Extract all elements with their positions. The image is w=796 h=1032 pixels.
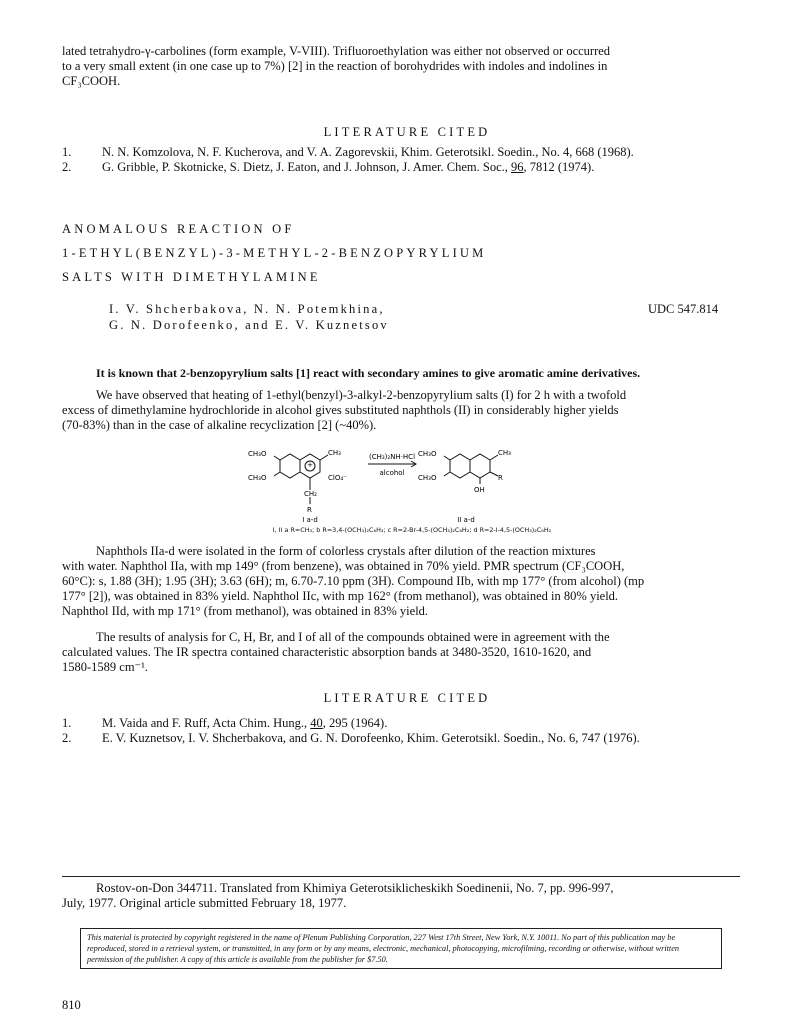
reference-volume: 96 (511, 160, 524, 174)
methoxy-label: CH₃O (418, 450, 437, 458)
scheme-caption: I, II a R=CH₃; b R=3,4-(OCH₃)₂C₆H₃; c R=2-Br-4,5-(OCH₃)₂C₆H₂; d R=2-I-4,5-(OCH₃)₂C₆H₂ (272, 526, 552, 534)
reaction-scheme (240, 442, 560, 522)
paragraph-line: calculated values. The IR spectra contained characteristic absorption bands at 3480-3520, 1610-1620, and (62, 645, 592, 659)
intro-text (62, 44, 762, 89)
methoxy-label: CH₃O (248, 474, 267, 482)
abstract: It is known that 2-benzopyrylium salts [1] react with secondary amines to give aromatic amine derivatives. (96, 366, 641, 380)
reference-volume: 40 (310, 716, 323, 730)
paragraph (62, 544, 762, 619)
compound-label: II a-d (457, 516, 475, 522)
benzene-ring (470, 454, 490, 478)
reference-number: 2. (62, 160, 72, 174)
intro-line: CF₃COOH. (62, 74, 121, 88)
methylene-label: CH₂ (304, 490, 317, 498)
reference-text: G. Gribble, P. Skotnicke, S. Dietz, J. Eaton, and J. Johnson, J. Amer. Chem. Soc., (102, 160, 512, 174)
methoxy-label: CH₃O (248, 450, 267, 458)
reference-item (62, 731, 752, 746)
methyl-label: CH₃ (498, 449, 511, 457)
footnote-line: Rostov-on-Don 344711. Translated from Khimiya Geterotsiklicheskikh Soedinenii, No. 7, pp. 996-997, (96, 881, 614, 895)
perchlorate-label: ClO₄⁻ (328, 474, 347, 482)
solvent-label: alcohol (379, 469, 405, 477)
footnote-line: July, 1977. Original article submitted February 18, 1977. (62, 896, 347, 910)
reference-number: 1. (62, 716, 72, 730)
authors-line: G. N. Dorofeenko, and E. V. Kuznetsov (109, 318, 389, 332)
reference-text: E. V. Kuznetsov, I. V. Shcherbakova, and G. N. Dorofeenko, Khim. Geterotsikl. Soedin., No. 6, 747 (1976). (102, 731, 640, 745)
paragraph-line: 60°C): s, 1.88 (3H); 1.95 (3H); 3.63 (6H); m, 6.70-7.10 ppm (3H). Compound IIb, with mp 177° (from alcohol) (mp (62, 574, 645, 588)
article-title-line: ANOMALOUS REACTION OF (62, 222, 295, 236)
methoxy-label: CH₃O (418, 474, 437, 482)
intro-line: to a very small extent (in one case up to 7%) [2] in the reaction of borohydrides with indoles and indolines in (62, 59, 608, 73)
literature-heading: LITERATURE CITED (323, 125, 491, 139)
r-group-label: R (307, 506, 312, 514)
plus-sign: + (307, 461, 313, 469)
literature-heading: LITERATURE CITED (323, 691, 491, 705)
hydroxyl-label: OH (474, 486, 485, 494)
reference-number: 2. (62, 731, 72, 745)
copyright-notice: This material is protected by copyright registered in the name of Plenum Publishing Corporation, 227 West 17th Street, New York, N.Y. 10011. No part of this publication may be reproduced, stored in a retrieval system, or transmitted, in any form or by any means, electronic, mechanical, photocopying, microfilming, recording or otherwise, without written permission of the publisher. A copy of this article is available from the publisher for $7.50. (80, 928, 722, 969)
reagent-label: (CH₃)₂NH·HCl (368, 453, 416, 461)
paragraph (62, 388, 762, 433)
paragraph-line: 177° [2]), was obtained in 83% yield. Naphthol IIc, with mp 162° (from methanol), was obtained in 80% yield. (62, 589, 619, 603)
page-number: 810 (62, 998, 81, 1012)
reference-text: N. N. Komzolova, N. F. Kucherova, and V. A. Zagorevskii, Khim. Geterotsikl. Soedin., No. 4, 668 (1968). (102, 145, 634, 159)
paragraph (62, 630, 762, 675)
authors-line: I. V. Shcherbakova, N. N. Potemkhina, (109, 302, 385, 316)
reference-item (62, 145, 752, 160)
reference-item (62, 160, 752, 175)
reference-text: , 7812 (1974). (523, 160, 595, 174)
methyl-label: CH₃ (328, 449, 341, 457)
paragraph-line: Naphthols IIa-d were isolated in the form of colorless crystals after dilution of the reaction mixtures (96, 544, 596, 558)
article-title-line: SALTS WITH DIMETHYLAMINE (62, 270, 321, 284)
benzene-ring (280, 454, 300, 478)
reference-number: 1. (62, 145, 72, 159)
paragraph-line: 1580-1589 cm⁻¹. (62, 660, 149, 674)
paragraph-line: We have observed that heating of 1-ethyl(benzyl)-3-alkyl-2-benzopyrylium salts (I) for 2 h with a twofold (96, 388, 627, 402)
footnote (62, 881, 762, 911)
paragraph-line: with water. Naphthol IIa, with mp 149° (from benzene), was obtained in 70% yield. PMR spectrum (CF₃COOH, (62, 559, 625, 573)
paragraph-line: The results of analysis for C, H, Br, and I of all of the compounds obtained were in agreement with the (96, 630, 610, 644)
compound-label: I a-d (302, 516, 318, 522)
footnote-rule (62, 876, 740, 877)
intro-line: lated tetrahydro-γ-carbolines (form example, V-VIII). Trifluoroethylation was either not observed or occurred (62, 44, 611, 58)
benzene-ring (450, 454, 470, 478)
reference-item (62, 716, 752, 731)
paragraph-line: Naphthol IId, with mp 171° (from methanol), was obtained in 83% yield. (62, 604, 429, 618)
reference-text: M. Vaida and F. Ruff, Acta Chim. Hung., (102, 716, 311, 730)
reference-text: , 295 (1964). (322, 716, 388, 730)
article-title-line: 1-ETHYL(BENZYL)-3-METHYL-2-BENZOPYRYLIUM (62, 246, 487, 260)
udc-code: UDC 547.814 (648, 302, 719, 316)
r-group-label: R (498, 474, 503, 482)
paragraph-line: (70-83%) than in the case of alkaline recyclization [2] (~40%). (62, 418, 377, 432)
paragraph-line: excess of dimethylamine hydrochloride in alcohol gives substituted naphthols (II) in considerably higher yields (62, 403, 619, 417)
